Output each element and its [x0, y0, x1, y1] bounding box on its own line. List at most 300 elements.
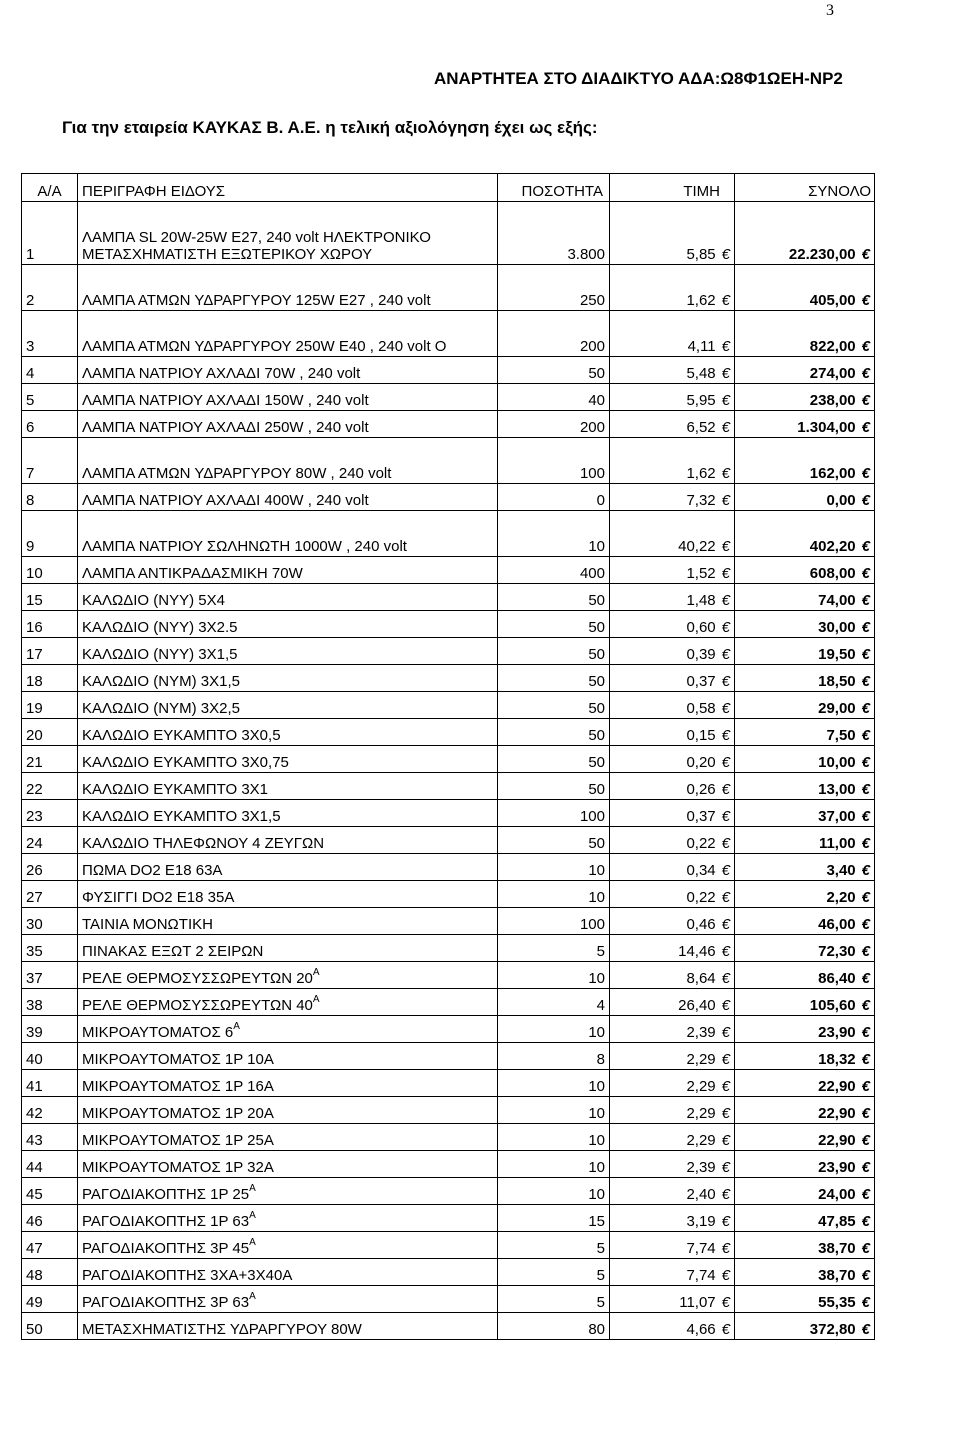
item-quantity: 5 [596, 1267, 605, 1284]
item-total: 47,85 [818, 1213, 856, 1230]
item-price: 1,48 [686, 592, 716, 609]
item-quantity: 15 [588, 1213, 605, 1230]
euro-icon: € [721, 781, 730, 798]
table-row [22, 1016, 875, 1043]
euro-icon: € [721, 835, 730, 852]
item-price: 2,29 [686, 1105, 716, 1122]
euro-icon: € [861, 1105, 870, 1122]
euro-icon: € [721, 338, 730, 355]
table-row [22, 557, 875, 584]
item-price: 3,19 [686, 1213, 716, 1230]
item-total: 22,90 [818, 1078, 856, 1095]
euro-icon: € [861, 646, 870, 663]
table-row [22, 638, 875, 665]
euro-icon: € [861, 619, 870, 636]
item-description: ΦΥΣΙΓΓΙ DO2 E18 35A [82, 889, 235, 906]
row-number: 37 [26, 970, 43, 987]
euro-icon: € [861, 943, 870, 960]
item-price: 0,39 [686, 646, 716, 663]
euro-icon: € [721, 619, 730, 636]
item-total: 162,00 [809, 465, 856, 482]
euro-icon: € [861, 1186, 870, 1203]
item-price: 26,40 [678, 997, 716, 1014]
row-number: 9 [26, 538, 35, 555]
item-total: 22,90 [818, 1132, 856, 1149]
item-description: ΡΑΓΟΔΙΑΚΟΠΤΗΣ 1Ρ 63 [82, 1213, 250, 1230]
table-row [22, 827, 875, 854]
row-number: 24 [26, 835, 43, 852]
item-price: 2,29 [686, 1051, 716, 1068]
item-price: 0,22 [686, 835, 716, 852]
item-total: 22.230,00 [788, 246, 856, 263]
item-price: 4,66 [686, 1321, 716, 1338]
euro-icon: € [721, 538, 730, 555]
table-row [22, 265, 875, 311]
table-row [22, 1097, 875, 1124]
row-number: 16 [26, 619, 43, 636]
item-price: 0,37 [686, 808, 716, 825]
item-price: 8,64 [686, 970, 716, 987]
row-number: 26 [26, 862, 43, 879]
header-aa: Α/Α [22, 174, 78, 202]
euro-icon: € [721, 1267, 730, 1284]
item-total: 105,60 [809, 997, 856, 1014]
item-description: ΚΑΛΩΔΙΟ ΕΥΚΑΜΠΤΟ 3Χ0,75 [82, 754, 289, 771]
euro-icon: € [861, 292, 870, 309]
table-row [22, 1313, 875, 1340]
item-price: 5,85 [686, 246, 716, 263]
evaluation-table [21, 173, 875, 1340]
item-total: 274,00 [809, 365, 856, 382]
item-total: 822,00 [809, 338, 856, 355]
table-row [22, 1070, 875, 1097]
item-total: 18,50 [818, 673, 856, 690]
euro-icon: € [861, 338, 870, 355]
item-description: ΜΕΤΑΣΧΗΜΑΤΙΣΤΗΣ ΥΔΡΑΡΓΥΡΟΥ 80W [82, 1321, 362, 1338]
item-price: 4,11 [687, 338, 716, 355]
item-quantity: 50 [588, 781, 605, 798]
header-total: ΣΥΝΟΛΟ [735, 174, 875, 202]
item-quantity: 100 [579, 916, 605, 933]
item-total: 38,70 [818, 1267, 856, 1284]
header-description: ΠΕΡΙΓΡΑΦΗ ΕΙΔΟΥΣ [78, 174, 498, 202]
row-number: 45 [26, 1186, 43, 1203]
row-number: 48 [26, 1267, 43, 1284]
item-total: 86,40 [818, 970, 856, 987]
item-description: ΤΑΙΝΙΑ ΜΟΝΩΤΙΚΗ [82, 916, 213, 933]
table-row [22, 1205, 875, 1232]
item-quantity: 10 [588, 1105, 605, 1122]
euro-icon: € [721, 492, 730, 509]
euro-icon: € [721, 1213, 730, 1230]
item-description: ΛΑΜΠΑ ΝΑΤΡΙΟΥ ΑΧΛΑΔΙ 70W , 240 volt [82, 365, 361, 382]
euro-icon: € [861, 492, 870, 509]
euro-icon: € [721, 808, 730, 825]
row-number: 3 [26, 338, 35, 355]
euro-icon: € [861, 997, 870, 1014]
item-description: ΜΙΚΡΟΑΥΤΟΜΑΤΟΣ 1Ρ 16Α [82, 1078, 274, 1095]
item-description: ΡΑΓΟΔΙΑΚΟΠΤΗΣ 1Ρ 25 [82, 1186, 250, 1203]
table-row [22, 357, 875, 384]
item-description: ΜΙΚΡΟΑΥΤΟΜΑΤΟΣ 1Ρ 32Α [82, 1159, 274, 1176]
item-price: 0,20 [686, 754, 716, 771]
item-total: 18,32 [818, 1051, 856, 1068]
euro-icon: € [721, 970, 730, 987]
euro-icon: € [861, 781, 870, 798]
item-total: 3,40 [826, 862, 856, 879]
item-price: 0,22 [686, 889, 716, 906]
row-number: 18 [26, 673, 43, 690]
row-number: 21 [26, 754, 43, 771]
euro-icon: € [861, 1321, 870, 1338]
item-total: 24,00 [818, 1186, 856, 1203]
item-total: 11,00 [818, 835, 856, 852]
table-row [22, 800, 875, 827]
euro-icon: € [721, 1024, 730, 1041]
item-quantity: 10 [588, 1159, 605, 1176]
item-quantity: 4 [596, 997, 605, 1014]
item-description: ΚΑΛΩΔΙΟ ΕΥΚΑΜΠΤΟ 3Χ0,5 [82, 727, 281, 744]
row-number: 6 [26, 419, 35, 436]
item-quantity: 80 [588, 1321, 605, 1338]
item-quantity: 50 [588, 835, 605, 852]
item-price: 0,46 [686, 916, 716, 933]
item-total: 2,20 [826, 889, 856, 906]
item-price: 7,74 [686, 1240, 716, 1257]
euro-icon: € [721, 246, 730, 263]
row-number: 38 [26, 997, 43, 1014]
item-quantity: 200 [579, 419, 605, 436]
table-row [22, 773, 875, 800]
euro-icon: € [861, 1213, 870, 1230]
item-quantity: 10 [588, 862, 605, 879]
item-total: 38,70 [818, 1240, 856, 1257]
row-number: 23 [26, 808, 43, 825]
item-quantity: 5 [596, 1240, 605, 1257]
euro-icon: € [861, 392, 870, 409]
ampere-superscript: Α [233, 1021, 240, 1032]
row-number: 49 [26, 1294, 43, 1311]
item-description: ΛΑΜΠΑ ΑΤΜΩΝ ΥΔΡΑΡΓΥΡΟΥ 125W E27 , 240 volt [82, 292, 431, 309]
table-row [22, 584, 875, 611]
item-description: ΛΑΜΠΑ ΑΤΜΩΝ ΥΔΡΑΡΓΥΡΟΥ 80W , 240 volt [82, 465, 392, 482]
table-row [22, 1124, 875, 1151]
header-price: ΤΙΜΗ [610, 174, 735, 202]
euro-icon: € [861, 1159, 870, 1176]
row-number: 1 [26, 246, 35, 263]
euro-icon: € [721, 1294, 730, 1311]
item-total: 1.304,00 [797, 419, 856, 436]
table-row [22, 962, 875, 989]
euro-icon: € [861, 465, 870, 482]
item-total: 7,50 [826, 727, 856, 744]
item-quantity: 5 [596, 943, 605, 960]
euro-icon: € [861, 808, 870, 825]
table-header-row [22, 174, 875, 202]
row-number: 35 [26, 943, 43, 960]
item-total: 608,00 [809, 565, 856, 582]
item-price: 0,60 [686, 619, 716, 636]
euro-icon: € [721, 1051, 730, 1068]
item-quantity: 3.800 [567, 246, 605, 263]
row-number: 40 [26, 1051, 43, 1068]
item-quantity: 50 [588, 754, 605, 771]
table-row [22, 692, 875, 719]
table-row [22, 935, 875, 962]
item-quantity: 10 [588, 1024, 605, 1041]
euro-icon: € [861, 970, 870, 987]
euro-icon: € [721, 292, 730, 309]
euro-icon: € [721, 727, 730, 744]
row-number: 15 [26, 592, 43, 609]
euro-icon: € [861, 1294, 870, 1311]
item-quantity: 50 [588, 727, 605, 744]
item-quantity: 50 [588, 673, 605, 690]
row-number: 20 [26, 727, 43, 744]
euro-icon: € [861, 889, 870, 906]
row-number: 50 [26, 1321, 43, 1338]
item-price: 2,29 [686, 1132, 716, 1149]
table-row [22, 665, 875, 692]
item-price: 0,26 [686, 781, 716, 798]
item-total: 74,00 [818, 592, 856, 609]
item-quantity: 8 [596, 1051, 605, 1068]
item-description: ΛΑΜΠΑ ΝΑΤΡΙΟΥ ΑΧΛΑΔΙ 400W , 240 volt [82, 492, 369, 509]
row-number: 8 [26, 492, 35, 509]
item-quantity: 200 [579, 338, 605, 355]
item-price: 6,52 [686, 419, 716, 436]
row-number: 39 [26, 1024, 43, 1041]
euro-icon: € [721, 592, 730, 609]
euro-icon: € [861, 1024, 870, 1041]
item-description: ΚΑΛΩΔΙΟ (ΝΥΥ) 5Χ4 [82, 592, 225, 609]
row-number: 19 [26, 700, 43, 717]
item-description: ΛΑΜΠΑ SL 20W-25W E27, 240 volt ΗΛΕΚΤΡΟΝΙΚΟ ΜΕΤΑΣΧΗΜΑΤΙΣΤΗ ΕΞΩΤΕΡΙΚΟΥ ΧΩΡΟΥ [82, 229, 431, 263]
euro-icon: € [721, 943, 730, 960]
item-price: 11,07 [679, 1294, 716, 1311]
item-price: 1,62 [686, 465, 716, 482]
item-quantity: 40 [588, 392, 605, 409]
euro-icon: € [861, 727, 870, 744]
row-number: 2 [26, 292, 35, 309]
table-row [22, 1043, 875, 1070]
euro-icon: € [721, 1321, 730, 1338]
euro-icon: € [721, 700, 730, 717]
item-description: ΜΙΚΡΟΑΥΤΟΜΑΤΟΣ 1Ρ 20Α [82, 1105, 274, 1122]
item-total: 23,90 [818, 1024, 856, 1041]
item-price: 0,15 [686, 727, 716, 744]
item-description: ΚΑΛΩΔΙΟ (ΝΥΥ) 3Χ2.5 [82, 619, 238, 636]
item-description: ΛΑΜΠΑ ΝΑΤΡΙΟΥ ΣΩΛΗΝΩΤΗ 1000W , 240 volt [82, 538, 407, 555]
row-number: 30 [26, 916, 43, 933]
item-total: 13,00 [818, 781, 856, 798]
item-description: ΛΑΜΠΑ ΝΑΤΡΙΟΥ ΑΧΛΑΔΙ 150W , 240 volt [82, 392, 369, 409]
table-row [22, 881, 875, 908]
item-total: 405,00 [809, 292, 856, 309]
item-quantity: 10 [588, 889, 605, 906]
euro-icon: € [721, 754, 730, 771]
euro-icon: € [861, 700, 870, 717]
euro-icon: € [721, 392, 730, 409]
euro-icon: € [721, 1240, 730, 1257]
euro-icon: € [861, 1267, 870, 1284]
euro-icon: € [861, 1132, 870, 1149]
table-row [22, 1259, 875, 1286]
table-row [22, 202, 875, 265]
euro-icon: € [861, 1240, 870, 1257]
item-description: ΡΑΓΟΔΙΑΚΟΠΤΗΣ 3Ρ 63 [82, 1294, 250, 1311]
row-number: 4 [26, 365, 35, 382]
table-row [22, 1232, 875, 1259]
item-total: 23,90 [818, 1159, 856, 1176]
euro-icon: € [861, 538, 870, 555]
item-description: ΡΑΓΟΔΙΑΚΟΠΤΗΣ 3Ρ 45 [82, 1240, 250, 1257]
item-quantity: 0 [596, 492, 605, 509]
item-quantity: 50 [588, 700, 605, 717]
table-row [22, 1286, 875, 1313]
row-number: 43 [26, 1132, 43, 1149]
euro-icon: € [721, 916, 730, 933]
ampere-superscript: Α [312, 994, 320, 1005]
euro-icon: € [721, 1132, 730, 1149]
item-description: ΚΑΛΩΔΙΟ (ΝΥΜ) 3Χ1,5 [82, 673, 240, 690]
row-number: 10 [26, 565, 43, 582]
euro-icon: € [721, 1105, 730, 1122]
item-total: 30,00 [818, 619, 856, 636]
item-quantity: 50 [588, 365, 605, 382]
euro-icon: € [721, 465, 730, 482]
item-quantity: 50 [588, 592, 605, 609]
euro-icon: € [861, 419, 870, 436]
euro-icon: € [861, 1078, 870, 1095]
row-number: 47 [26, 1240, 43, 1257]
item-description: ΜΙΚΡΟΑΥΤΟΜΑΤΟΣ 1Ρ 25Α [82, 1132, 274, 1149]
item-quantity: 5 [596, 1294, 605, 1311]
table-row [22, 484, 875, 511]
item-total: 22,90 [818, 1105, 856, 1122]
item-quantity: 10 [588, 1186, 605, 1203]
item-price: 7,74 [686, 1267, 716, 1284]
table-row [22, 384, 875, 411]
ampere-superscript: Α [249, 1291, 256, 1302]
item-description: ΛΑΜΠΑ ΝΑΤΡΙΟΥ ΑΧΛΑΔΙ 250W , 240 volt [82, 419, 369, 436]
euro-icon: € [861, 565, 870, 582]
item-price: 40,22 [678, 538, 716, 555]
euro-icon: € [861, 835, 870, 852]
item-quantity: 50 [588, 619, 605, 636]
table-row [22, 311, 875, 357]
item-price: 2,39 [686, 1024, 716, 1041]
ada-header: ΑΝΑΡΤΗΤΕΑ ΣΤΟ ΔΙΑΔΙΚΤΥΟ ΑΔΑ:Ω8Φ1ΩΕΗ-ΝΡ2 [434, 69, 843, 88]
item-description: ΡΑΓΟΔΙΑΚΟΠΤΗΣ 3ΧΑ+3Χ40Α [82, 1267, 293, 1284]
row-number: 17 [26, 646, 43, 663]
item-price: 1,62 [686, 292, 716, 309]
item-description: ΜΙΚΡΟΑΥΤΟΜΑΤΟΣ 1Ρ 10Α [82, 1051, 274, 1068]
item-description: ΜΙΚΡΟΑΥΤΟΜΑΤΟΣ 6 [82, 1024, 234, 1041]
ampere-superscript: Α [312, 967, 320, 978]
item-description: ΡΕΛΕ ΘΕΡΜΟΣΥΣΣΩΡΕΥΤΩΝ 20 [82, 970, 313, 987]
euro-icon: € [861, 592, 870, 609]
euro-icon: € [861, 916, 870, 933]
item-quantity: 10 [588, 970, 605, 987]
euro-icon: € [721, 646, 730, 663]
item-price: 0,37 [686, 673, 716, 690]
row-number: 42 [26, 1105, 43, 1122]
ampere-superscript: Α [249, 1210, 256, 1221]
item-quantity: 400 [579, 565, 605, 582]
item-price: 0,34 [686, 862, 716, 879]
row-number: 5 [26, 392, 35, 409]
euro-icon: € [721, 889, 730, 906]
item-description: ΚΑΛΩΔΙΟ (ΝΥΜ) 3Χ2,5 [82, 700, 240, 717]
euro-icon: € [861, 862, 870, 879]
item-quantity: 100 [579, 808, 605, 825]
table-row [22, 989, 875, 1016]
euro-icon: € [721, 419, 730, 436]
table-row [22, 908, 875, 935]
table-row [22, 719, 875, 746]
item-price: 2,40 [686, 1186, 716, 1203]
euro-icon: € [721, 673, 730, 690]
table-row [22, 1151, 875, 1178]
euro-icon: € [721, 997, 730, 1014]
euro-icon: € [721, 1078, 730, 1095]
item-total: 0,00 [826, 492, 856, 509]
item-total: 37,00 [818, 808, 856, 825]
item-description: ΛΑΜΠΑ ΑΝΤΙΚΡΑΔΑΣΜΙΚΗ 70W [82, 565, 303, 582]
table-row [22, 411, 875, 438]
item-quantity: 10 [588, 1132, 605, 1149]
item-description: ΚΑΛΩΔΙΟ (ΝΥΥ) 3Χ1,5 [82, 646, 238, 663]
item-price: 0,58 [686, 700, 716, 717]
table-row [22, 611, 875, 638]
euro-icon: € [721, 365, 730, 382]
euro-icon: € [721, 1159, 730, 1176]
euro-icon: € [861, 365, 870, 382]
item-price: 1,52 [686, 565, 716, 582]
item-quantity: 10 [588, 1078, 605, 1095]
row-number: 22 [26, 781, 43, 798]
item-quantity: 50 [588, 646, 605, 663]
item-description: ΠΙΝΑΚΑΣ ΕΞΩΤ 2 ΣΕΙΡΩΝ [82, 943, 264, 960]
ampere-superscript: Α [249, 1237, 256, 1248]
item-price: 14,46 [678, 943, 716, 960]
item-total: 72,30 [818, 943, 856, 960]
item-quantity: 10 [588, 538, 605, 555]
item-description: ΚΑΛΩΔΙΟ ΕΥΚΑΜΠΤΟ 3Χ1 [82, 781, 269, 798]
item-total: 402,20 [809, 538, 856, 555]
item-total: 19,50 [818, 646, 856, 663]
item-price: 5,48 [686, 365, 716, 382]
item-total: 55,35 [818, 1294, 856, 1311]
item-quantity: 250 [579, 292, 605, 309]
table-row [22, 438, 875, 484]
euro-icon: € [721, 862, 730, 879]
euro-icon: € [861, 754, 870, 771]
item-total: 29,00 [818, 700, 856, 717]
item-total: 372,80 [809, 1321, 856, 1338]
item-total: 238,00 [809, 392, 856, 409]
item-total: 10,00 [818, 754, 856, 771]
item-price: 2,39 [686, 1159, 716, 1176]
euro-icon: € [861, 673, 870, 690]
euro-icon: € [721, 565, 730, 582]
item-price: 7,32 [686, 492, 716, 509]
item-description: ΡΕΛΕ ΘΕΡΜΟΣΥΣΣΩΡΕΥΤΩΝ 40 [82, 997, 313, 1014]
table-row [22, 746, 875, 773]
item-price: 2,29 [686, 1078, 716, 1095]
item-price: 5,95 [686, 392, 716, 409]
